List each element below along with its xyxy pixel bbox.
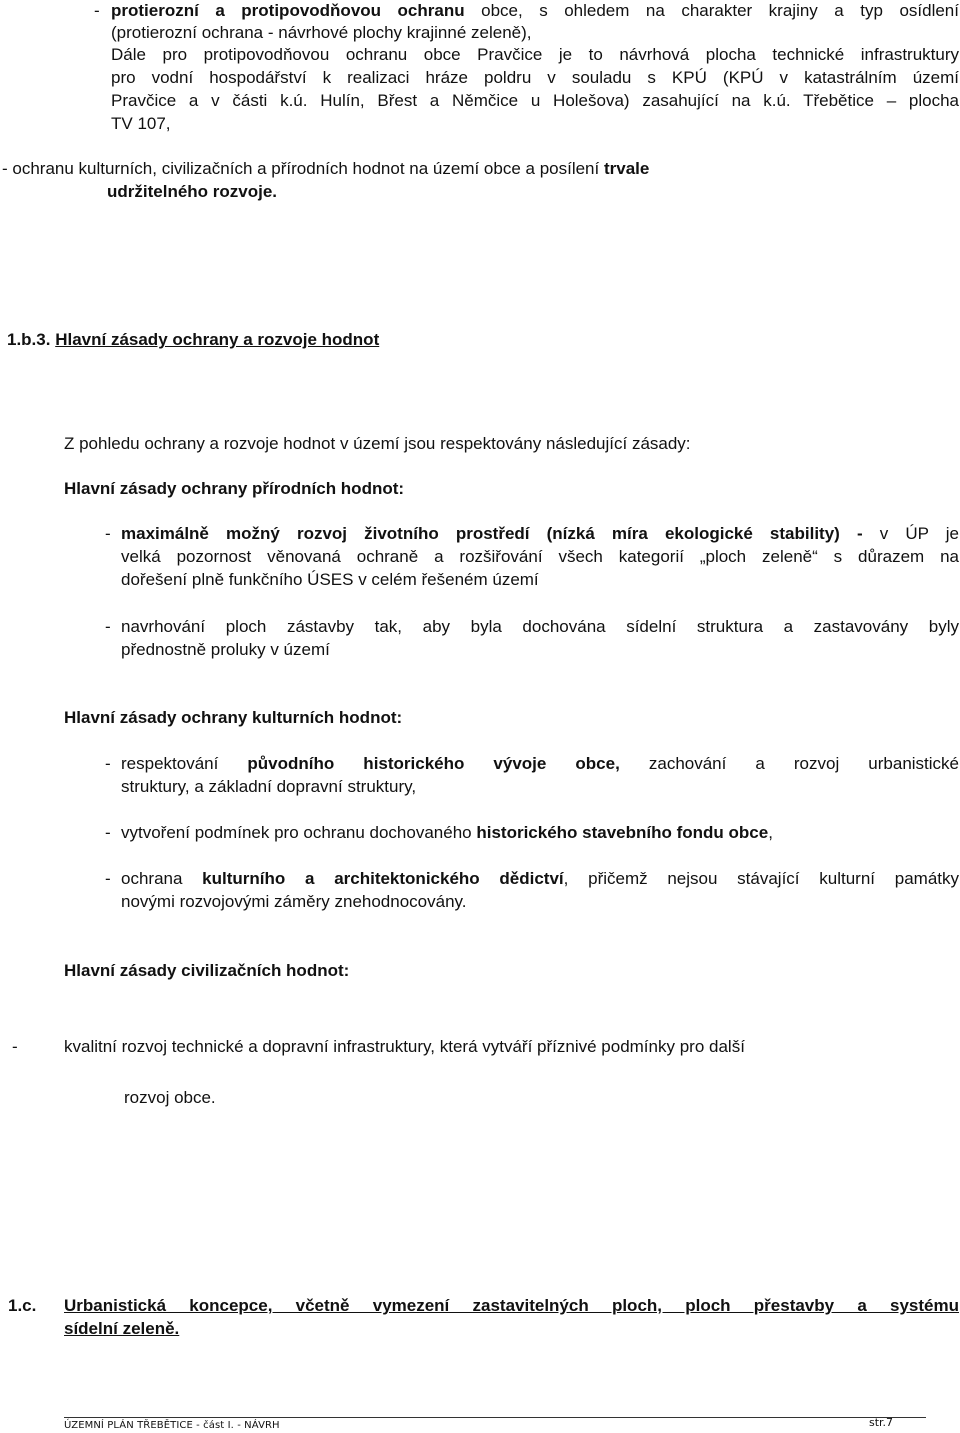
list-dash: - [105, 823, 111, 842]
paragraph-line: protierozní a protipovodňovou ochranu obce, s ohledem na charakter krajiny a typ osídlení [111, 1, 959, 20]
footer-title: ÚZEMNÍ PLÁN TŘEBĚTICE - část I. - NÁVRH [64, 1420, 280, 1431]
paragraph-line: (protierozní ochrana - návrhové plochy krajinné zeleně), [111, 23, 532, 42]
list-dash: - [105, 869, 111, 888]
section-number: 1.c. [8, 1296, 37, 1315]
paragraph-line: ochrana kulturního a architektonického dědictví, přičemž nejsou stávající kulturní památky [121, 869, 959, 888]
intro-text: Z pohledu ochrany a rozvoje hodnot v území jsou respektovány následující zásady: [64, 434, 691, 453]
paragraph-line: Pravčice a v části k.ú. Hulín, Břest a Němčice u Holešova) zasahující na k.ú. Třebětice – plocha [111, 91, 959, 110]
paragraph-line: novými rozvojovými záměry znehodnocovány. [121, 892, 467, 911]
list-dash: - [105, 754, 111, 773]
footer-rule [64, 1417, 926, 1418]
cultural-heading: Hlavní zásady ochrany kulturních hodnot: [64, 708, 403, 727]
paragraph-line: Dále pro protipovodňovou ochranu obce Pravčice je to návrhová plocha technické infrastruktury [111, 45, 959, 64]
list-dash: - [94, 1, 100, 20]
list-dash: - [105, 524, 111, 543]
civil-heading: Hlavní zásady civilizačních hodnot: [64, 961, 350, 980]
paragraph-line: udržitelného rozvoje. [107, 182, 278, 201]
paragraph-line: maximálně možný rozvoj životního prostředí (nízká míra ekologické stability) - v ÚP je [121, 524, 959, 543]
paragraph-line: kvalitní rozvoj technické a dopravní infrastruktury, která vytváří příznivé podmínky pro další [64, 1037, 745, 1056]
paragraph-line: TV 107, [111, 114, 171, 133]
paragraph-line: rozvoj obce. [124, 1088, 216, 1107]
paragraph-line: vytvoření podmínek pro ochranu dochovaného historického stavebního fondu obce, [121, 823, 773, 842]
paragraph-line: struktury, a základní dopravní struktury, [121, 777, 417, 796]
natural-heading: Hlavní zásady ochrany přírodních hodnot: [64, 479, 405, 498]
paragraph-line: dořešení plně funkčního ÚSES v celém řešeném území [121, 570, 539, 589]
paragraph-line: - ochranu kulturních, civilizačních a přírodních hodnot na území obce a posílení trvale [2, 159, 650, 178]
paragraph-line: přednostně proluky v území [121, 640, 330, 659]
list-dash: - [105, 617, 111, 636]
section-title-line: sídelní zeleně. [64, 1319, 180, 1338]
paragraph-line: navrhování ploch zástavby tak, aby byla dochována sídelní struktura a zastavovány byly [121, 617, 959, 636]
section-title-line: Urbanistická koncepce, včetně vymezení zastavitelných ploch, ploch přestavby a systému [64, 1296, 959, 1315]
section-heading: 1.b.3. Hlavní zásady ochrany a rozvoje hodnot [7, 330, 380, 349]
paragraph-line: pro vodní hospodářství k realizaci hráze poldru v souladu s KPÚ (KPÚ v katastrálním území [111, 68, 959, 87]
list-dash: - [12, 1037, 18, 1056]
page-number: str.7 [869, 1416, 894, 1429]
paragraph-line: velká pozornost věnovaná ochraně a rozšiřování všech kategorií „ploch zeleně“ s důrazem na [121, 547, 959, 566]
paragraph-line: respektování původního historického vývoje obce, zachování a rozvoj urbanistické [121, 754, 960, 773]
